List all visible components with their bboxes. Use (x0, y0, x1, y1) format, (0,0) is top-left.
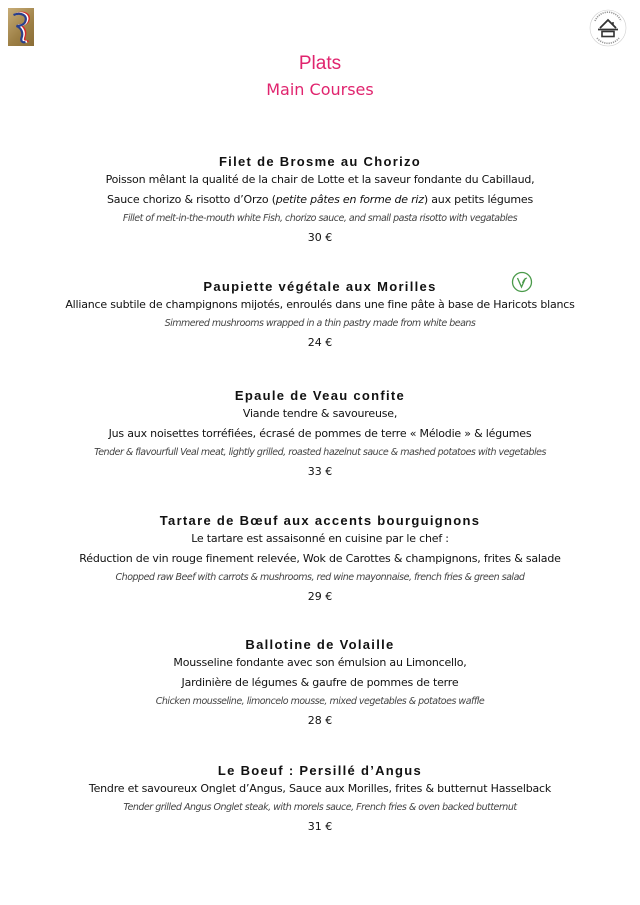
r-monogram-icon (8, 8, 34, 46)
menu-item (0, 387, 640, 482)
house-logo-icon (588, 8, 628, 48)
menu-item (0, 153, 640, 248)
menu-item (0, 762, 640, 837)
dish-name: Filet de Brosme au Chorizo (218, 154, 422, 169)
dish-price: 33 € (307, 465, 333, 478)
dish-description-italic: petite pâtes en forme de riz (275, 193, 424, 206)
dish-price: 24 € (307, 336, 333, 349)
dish-name: Paupiette végétale aux Morilles (203, 279, 437, 294)
dish-price: 28 € (307, 714, 333, 727)
fait-maison-logo (588, 8, 628, 48)
dish-english: Tender & flavourfull Veal meat, lightly grilled, roasted hazelnut sauce & mashed potatoes with vegetables (94, 447, 546, 458)
dish-description: Mousseline fondante avec son émulsion au Limoncello, (173, 656, 467, 669)
dish-english: Chicken mousseline, limoncelo mousse, mixed vegetables & potatoes waffle (155, 696, 485, 707)
menu-item (0, 512, 640, 607)
dish-description: Jus aux noisettes torréfiées, écrasé de pommes de terre « Mélodie » & légumes (108, 427, 532, 440)
dish-description (0, 190, 640, 210)
dish-english: Tender grilled Angus Onglet steak, with morels sauce, French fries & oven backed butternut (123, 802, 517, 813)
dish-description: Poisson mêlant la qualité de la chair de Lotte et la saveur fondante du Cabillaud, (105, 173, 535, 186)
restaurant-logo (8, 8, 34, 46)
dish-price: 31 € (307, 820, 333, 833)
dish-description: Jardinière de légumes & gaufre de pommes de terre (181, 676, 459, 689)
dish-description-part: ) aux petits légumes (423, 193, 534, 206)
dish-name: Le Boeuf : Persillé d’Angus (217, 763, 423, 778)
dish-description: Réduction de vin rouge finement relevée, Wok de Carottes & champignons, frites & salade (79, 552, 561, 565)
page-subtitle: Main Courses (266, 80, 374, 99)
dish-price: 29 € (307, 590, 333, 603)
menu-item (0, 278, 640, 353)
vegan-icon (511, 271, 533, 293)
dish-english: Simmered mushrooms wrapped in a thin pastry made from white beans (164, 318, 476, 329)
dish-description: Viande tendre & savoureuse, (242, 407, 398, 420)
dish-name: Tartare de Bœuf aux accents bourguignons (159, 513, 481, 528)
dish-name: Epaule de Veau confite (234, 388, 406, 403)
dish-english: Fillet of melt-in-the-mouth white Fish, chorizo sauce, and small pasta risotto with vegatables (122, 213, 518, 224)
dish-description: Le tartare est assaisonné en cuisine par le chef : (191, 532, 449, 545)
dish-description-part: Sauce chorizo & risotto d’Orzo ( (106, 193, 276, 206)
dish-english: Chopped raw Beef with carrots & mushrooms, red wine mayonnaise, french fries & green salad (115, 572, 525, 583)
dish-price: 30 € (307, 231, 333, 244)
dish-name: Ballotine de Volaille (245, 637, 395, 652)
dish-description: Tendre et savoureux Onglet d’Angus, Sauce aux Morilles, frites & butternut Hasselback (88, 782, 552, 795)
page-title: Plats (298, 53, 342, 74)
dish-description: Alliance subtile de champignons mijotés, enroulés dans une fine pâte à base de Haricots blancs (65, 298, 575, 311)
menu-item (0, 636, 640, 731)
